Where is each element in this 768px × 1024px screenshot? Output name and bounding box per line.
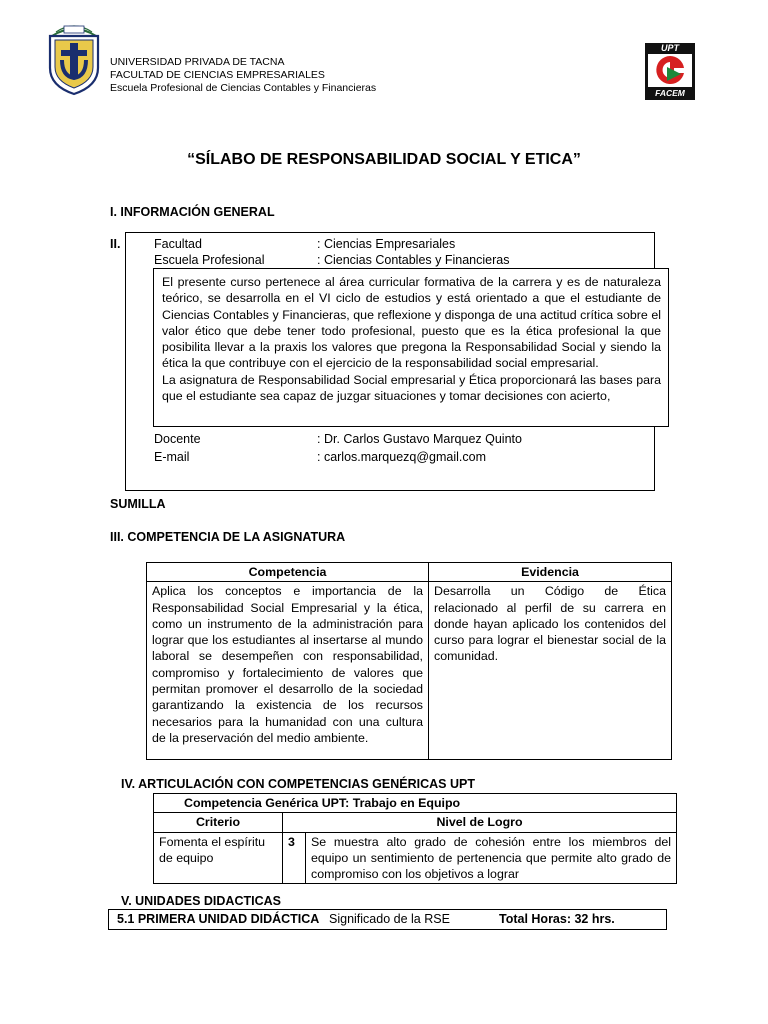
competencia-table	[146, 562, 672, 760]
email-value: : carlos.marquezq@gmail.com	[317, 450, 486, 464]
generica-table	[153, 793, 677, 884]
email-label: E-mail	[154, 450, 190, 464]
school-name: Escuela Profesional de Ciencias Contables y Financieras	[110, 82, 377, 94]
sumilla-paragraph-2: La asignatura de Responsabilidad Social empresarial y Ética proporcionará las bases para que el estudiante sea capaz de juzgar situaciones y tomar decisiones con acierto,	[162, 372, 661, 404]
unidad-name: 5.1 PRIMERA UNIDAD DIDÁCTICA	[117, 912, 320, 926]
section-1-heading: I. INFORMACIÓN GENERAL	[110, 205, 275, 219]
unidad-row	[108, 909, 667, 930]
sumilla-paragraph-1: El presente curso pertenece al área curricular formativa de la carrera y es de naturaleza teórico, se desarrolla en el VI ciclo de estudios y está orientado a que el estudiante de Ciencias Contables y Financieras, que reflexione y disponga de una actitud crítica sobre el valor ético que debe tener todo profesional, puesto que es la ética profesional la que posibilita llevar a la praxis los valores que pregona la Responsabilidad Social y siendo la ética la que contribuye con el ejercicio de la responsabilidad social empresarial.	[162, 275, 661, 371]
competencia-cell: Aplica los conceptos e importancia de la Responsabilidad Social Empresarial y la ética, como un instrumento de la administración para lograr que los estudiantes al insertarse al mundo laboral se desempeñen con responsabilidad, compromiso y fortalecimiento de valores que permitan promover el desarrollo de la sociedad garantizando la existencia de los recursos necesarios para la humanidad con una cultura de la preservación del medio ambiente.	[147, 582, 429, 760]
sumilla-heading: SUMILLA	[110, 497, 166, 511]
university-name: UNIVERSIDAD PRIVADA DE TACNA	[110, 56, 285, 68]
generica-title: Competencia Genérica UPT: Trabajo en Equipo	[154, 794, 677, 813]
criterio-header: Criterio	[154, 813, 283, 832]
nivel-number: 3	[283, 832, 306, 884]
docente-label: Docente	[154, 432, 201, 446]
unidad-topic: Significado de la RSE	[329, 912, 450, 926]
university-seal	[44, 20, 104, 96]
escuela-label: Escuela Profesional	[154, 253, 265, 267]
logo-bottom-text: FACEM	[655, 88, 685, 98]
section-4-heading: IV. ARTICULACIÓN CON COMPETENCIAS GENÉRICAS UPT	[121, 777, 475, 791]
faculty-name: FACULTAD DE CIENCIAS EMPRESARIALES	[110, 69, 325, 81]
escuela-value: : Ciencias Contables y Financieras	[317, 253, 510, 267]
criterio-cell: Fomenta el espíritu de equipo	[154, 832, 283, 884]
nivel-description: Se muestra alto grado de cohesión entre los miembros del equipo un sentimiento de pertenencia que permite alto grado de compromiso con los objetivos a lograr	[306, 832, 677, 884]
document-title: “SÍLABO DE RESPONSABILIDAD SOCIAL Y ETICA”	[187, 151, 581, 168]
evidencia-header: Evidencia	[429, 563, 672, 582]
facultad-label: Facultad	[154, 237, 202, 251]
logo-top-text: UPT	[661, 43, 679, 53]
docente-value: : Dr. Carlos Gustavo Marquez Quinto	[317, 432, 522, 446]
unidad-hours: Total Horas: 32 hrs.	[499, 912, 615, 926]
section-3-heading: III. COMPETENCIA DE LA ASIGNATURA	[110, 530, 346, 544]
section-5-heading: V. UNIDADES DIDACTICAS	[121, 894, 281, 908]
nivel-header: Nivel de Logro	[283, 813, 677, 832]
evidencia-cell: Desarrolla un Código de Ética relacionado al perfil de su carrera en donde hayan aplicado los contenidos del curso para lograr el bienestar social de la comunidad.	[429, 582, 672, 760]
section-2-heading: II.	[110, 237, 121, 251]
sumilla-box	[153, 268, 669, 427]
competencia-header: Competencia	[147, 563, 429, 582]
facultad-value: : Ciencias Empresariales	[317, 237, 456, 251]
